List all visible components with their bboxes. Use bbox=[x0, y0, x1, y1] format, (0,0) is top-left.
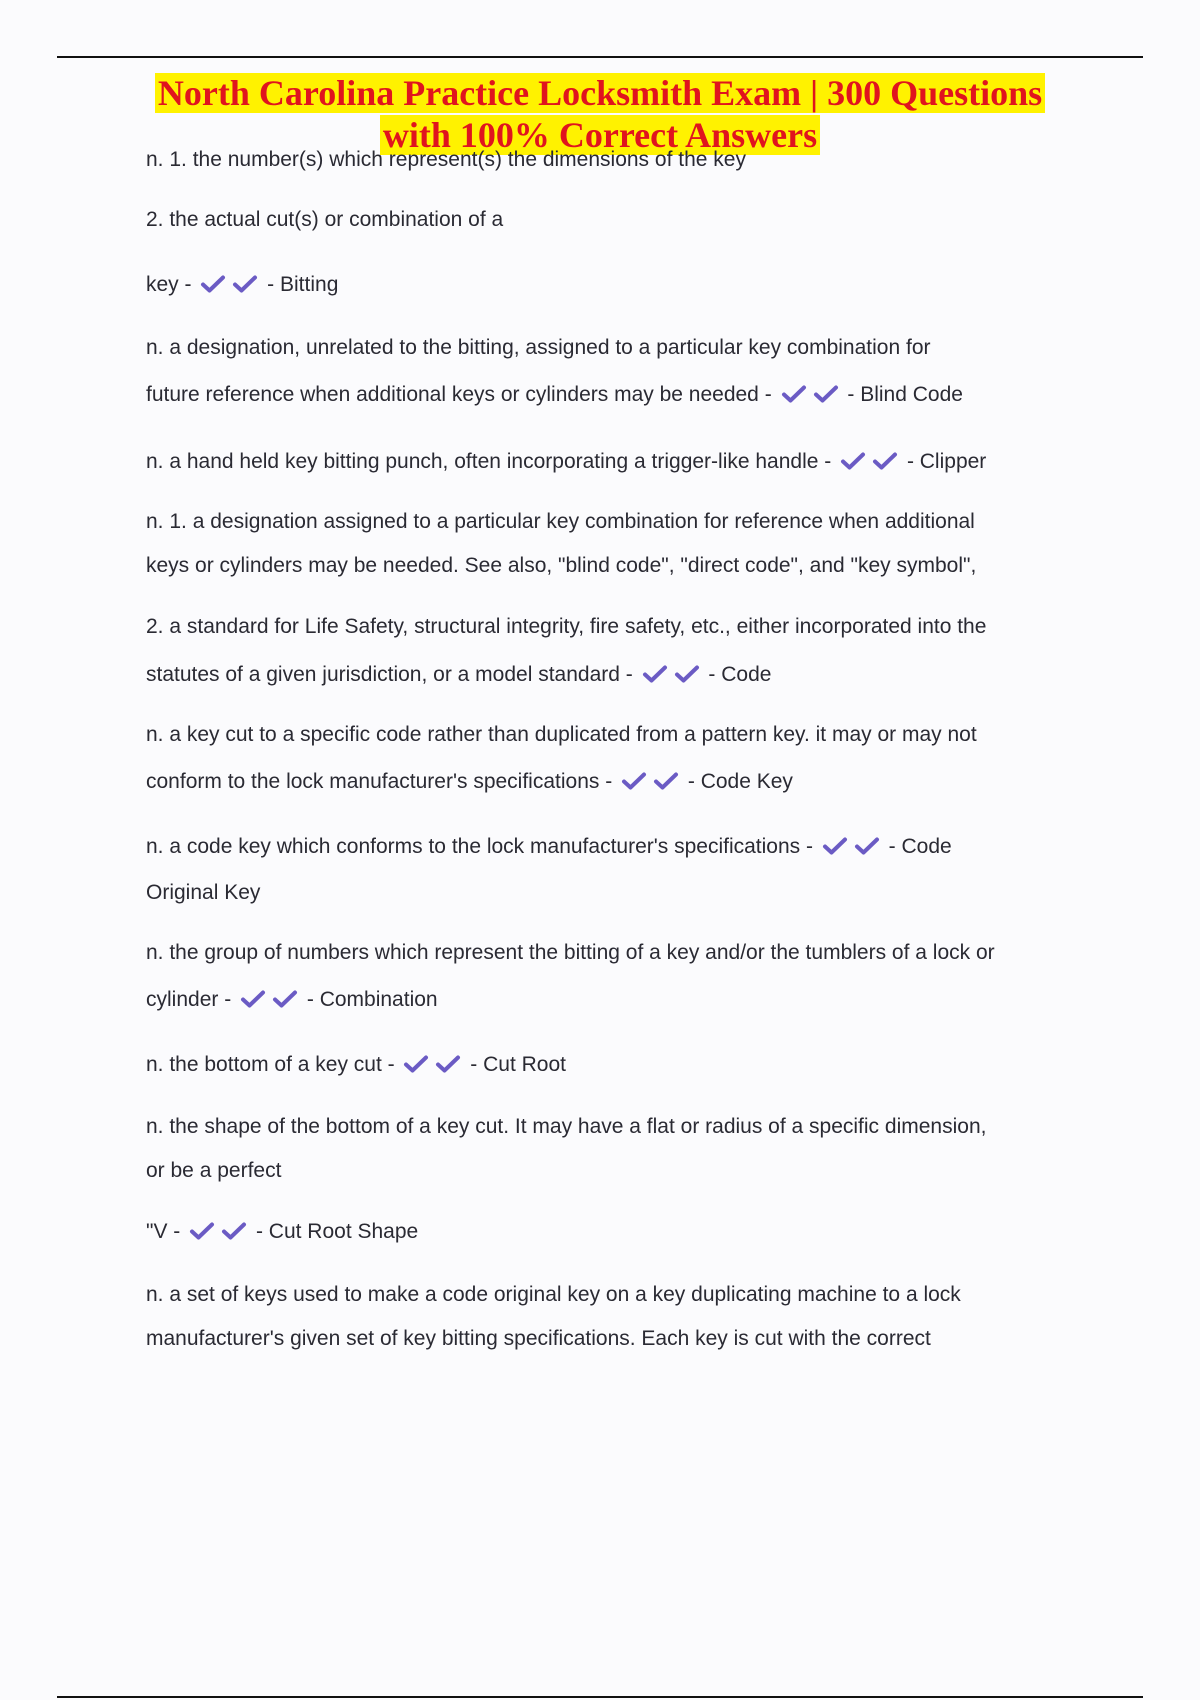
line-text: statutes of a given jurisdiction, or a model standard - bbox=[146, 663, 639, 686]
definition-line bbox=[146, 1282, 961, 1308]
definition-line bbox=[146, 272, 338, 298]
line-text: 2. a standard for Life Safety, structural integrity, fire safety, etc., either incorporated into the bbox=[146, 615, 987, 638]
checkmark-icon bbox=[189, 1221, 215, 1241]
answer-text: - Code Key bbox=[682, 770, 793, 793]
answer-text: - Clipper bbox=[901, 450, 987, 473]
answer-text: - Cut Root bbox=[464, 1053, 567, 1076]
checkmark-icon bbox=[221, 1221, 247, 1241]
checkmark-icon bbox=[872, 451, 898, 471]
definition-line bbox=[146, 1158, 281, 1184]
line-text: n. a code key which conforms to the lock manufacturer's specifications - bbox=[146, 835, 819, 858]
checkmark-icon bbox=[240, 989, 266, 1009]
title-line-2: with 100% Correct Answers bbox=[380, 115, 820, 155]
line-text: cylinder - bbox=[146, 988, 238, 1011]
checkmark-icon bbox=[674, 664, 700, 684]
checkmark-icon bbox=[403, 1054, 429, 1074]
answer-text: - Blind Code bbox=[841, 383, 963, 406]
definition-line bbox=[146, 1326, 931, 1352]
line-text: n. a designation, unrelated to the bitting, assigned to a particular key combination for bbox=[146, 336, 931, 359]
definition-line bbox=[146, 722, 977, 748]
answer-text: - Code bbox=[702, 663, 772, 686]
checkmark-icon bbox=[621, 771, 647, 791]
definition-line bbox=[146, 769, 793, 795]
definition-line bbox=[146, 553, 976, 579]
top-rule bbox=[57, 56, 1143, 58]
definition-line bbox=[146, 880, 260, 906]
answer-text: - Code bbox=[882, 835, 952, 858]
checkmark-icon bbox=[272, 989, 298, 1009]
definition-line bbox=[146, 1052, 566, 1078]
checkmark-icon bbox=[642, 664, 668, 684]
line-text: "V - bbox=[146, 1220, 187, 1243]
definition-line bbox=[146, 509, 975, 535]
checkmark-icon bbox=[435, 1054, 461, 1074]
checkmark-icon bbox=[232, 274, 258, 294]
line-text: Original Key bbox=[146, 881, 261, 904]
checkmark-icon bbox=[653, 771, 679, 791]
bottom-rule bbox=[57, 1696, 1143, 1698]
checkmark-icon bbox=[200, 274, 226, 294]
line-text: n. a set of keys used to make a code original key on a key duplicating machine to a lock bbox=[146, 1283, 961, 1306]
line-text: n. a key cut to a specific code rather than duplicated from a pattern key. it may or may not bbox=[146, 723, 977, 746]
definition-line bbox=[146, 449, 986, 475]
line-text: key - bbox=[146, 273, 198, 296]
title-line-1: North Carolina Practice Locksmith Exam | 300 Questions bbox=[155, 73, 1045, 113]
checkmark-icon bbox=[781, 384, 807, 404]
line-text: n. the shape of the bottom of a key cut. It may have a flat or radius of a specific dimension, bbox=[146, 1115, 987, 1138]
line-text: 2. the actual cut(s) or combination of a bbox=[146, 208, 504, 231]
line-text: n. the group of numbers which represent the bitting of a key and/or the tumblers of a lock or bbox=[146, 941, 995, 964]
definition-line bbox=[146, 834, 952, 860]
definition-line bbox=[146, 1219, 418, 1245]
line-text: manufacturer's given set of key bitting specifications. Each key is cut with the correct bbox=[146, 1327, 931, 1350]
definition-line bbox=[146, 382, 963, 408]
line-text: or be a perfect bbox=[146, 1159, 282, 1182]
definition-line bbox=[146, 940, 995, 966]
definition-line bbox=[146, 987, 438, 1013]
definition-line bbox=[146, 335, 931, 361]
line-text: n. a hand held key bitting punch, often incorporating a trigger-like handle - bbox=[146, 450, 838, 473]
definition-line bbox=[146, 614, 986, 640]
checkmark-icon bbox=[813, 384, 839, 404]
line-text: n. 1. a designation assigned to a particular key combination for reference when additional bbox=[146, 510, 975, 533]
line-text: keys or cylinders may be needed. See also, "blind code", "direct code", and "key symbol", bbox=[146, 554, 977, 577]
line-text: future reference when additional keys or cylinders may be needed - bbox=[146, 383, 778, 406]
page-title bbox=[0, 72, 1200, 156]
answer-text: - Combination bbox=[301, 988, 438, 1011]
definition-line bbox=[146, 147, 746, 173]
checkmark-icon bbox=[822, 836, 848, 856]
line-text: n. the bottom of a key cut - bbox=[146, 1053, 401, 1076]
line-text: conform to the lock manufacturer's specifications - bbox=[146, 770, 619, 793]
checkmark-icon bbox=[840, 451, 866, 471]
definition-line bbox=[146, 1114, 986, 1140]
checkmark-icon bbox=[854, 836, 880, 856]
definition-line bbox=[146, 207, 503, 233]
line-text: n. 1. the number(s) which represent(s) the dimensions of the key bbox=[146, 148, 746, 171]
answer-text: - Bitting bbox=[261, 273, 339, 296]
answer-text: - Cut Root Shape bbox=[250, 1220, 419, 1243]
definition-line bbox=[146, 662, 771, 688]
